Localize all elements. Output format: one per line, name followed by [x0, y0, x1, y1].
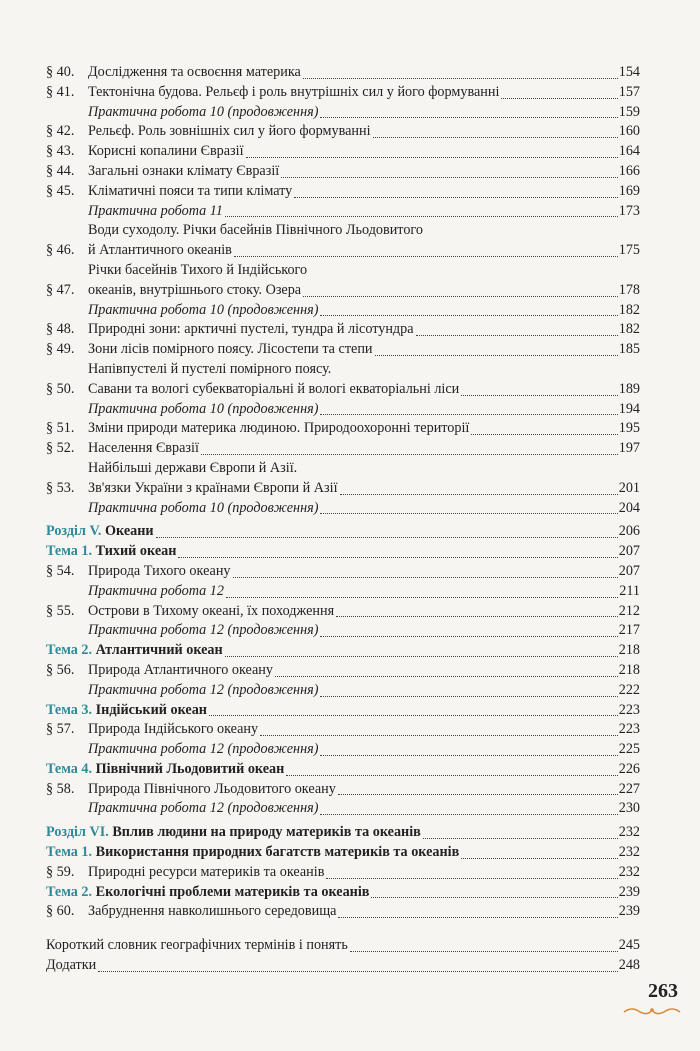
page-ref: 207	[618, 543, 640, 560]
toc-entry	[46, 320, 640, 340]
dot-leader	[320, 814, 617, 815]
page-ref: 223	[618, 701, 640, 718]
entry-title-line1: Річки басейнів Тихого й Індійського	[88, 261, 308, 278]
entry-title: Природа Атлантичного океану	[88, 661, 273, 678]
dot-leader	[294, 197, 617, 198]
dot-leader	[320, 414, 617, 415]
paragraph-number: § 60.	[46, 903, 75, 920]
dot-leader	[225, 656, 618, 657]
page-ref: 245	[618, 937, 640, 954]
toc-entry	[46, 63, 640, 83]
paragraph-number: § 43.	[46, 143, 75, 160]
toc-entry	[46, 221, 640, 261]
page-ref: 185	[618, 341, 640, 358]
toc-entry	[46, 301, 640, 321]
entry-title: Кліматичні пояси та типи клімату	[88, 182, 293, 199]
toc-entry	[46, 439, 640, 459]
section-label: Тема 2.	[46, 642, 93, 659]
dot-leader	[209, 715, 618, 716]
page-ref: 226	[618, 760, 640, 777]
toc-entry	[46, 419, 640, 439]
dot-leader	[338, 794, 618, 795]
paragraph-number: § 42.	[46, 123, 75, 140]
paragraph-number: § 50.	[46, 380, 75, 397]
page-ref: 239	[618, 903, 640, 920]
dot-leader	[320, 755, 617, 756]
dot-leader	[340, 494, 618, 495]
section-label: Розділ VI.	[46, 824, 109, 841]
paragraph-number: § 44.	[46, 162, 75, 179]
paragraph-number: § 57.	[46, 721, 75, 738]
toc-entry	[46, 522, 640, 542]
entry-title: Загальні ознаки клімату Євразії	[88, 162, 280, 179]
entry-title-line1: Напівпустелі й пустелі помірного поясу.	[88, 360, 332, 377]
entry-title: Екологічні проблеми материків та океанів	[95, 883, 370, 900]
entry-title: Індійський океан	[95, 701, 207, 718]
page-ref: 232	[618, 844, 640, 861]
ornament-decoration	[622, 1004, 682, 1016]
entry-title: Природа Тихого океану	[88, 562, 231, 579]
dot-leader	[371, 897, 617, 898]
dot-leader	[275, 676, 618, 677]
dot-leader	[233, 577, 618, 578]
page-ref: 157	[618, 83, 640, 100]
toc-entry	[46, 400, 640, 420]
practical-work-title: Практична робота 12 (продовження)	[88, 622, 319, 639]
entry-title: Північний Льодовитий океан	[95, 760, 285, 777]
toc-entry	[46, 641, 640, 661]
dot-leader	[225, 216, 618, 217]
toc-entry	[46, 681, 640, 701]
paragraph-number: § 59.	[46, 863, 75, 880]
toc-entry	[46, 162, 640, 182]
toc-entry	[46, 83, 640, 103]
page-ref: 159	[618, 103, 640, 120]
practical-work-title: Практична робота 12 (продовження)	[88, 741, 319, 758]
toc-entry	[46, 740, 640, 760]
practical-work-title: Практична робота 10 (продовження)	[88, 301, 319, 318]
dot-leader	[320, 117, 617, 118]
dot-leader	[471, 434, 617, 435]
toc-entry	[46, 936, 640, 956]
page-ref: 206	[618, 523, 640, 540]
page-ref: 195	[618, 420, 640, 437]
entry-title-line1: Найбільші держави Європи й Азії.	[88, 459, 298, 476]
entry-title: Зміни природи материка людиною. Природоохоронні території	[88, 420, 470, 437]
toc-entry	[46, 182, 640, 202]
toc-entry	[46, 701, 640, 721]
page-ref: 154	[618, 64, 640, 80]
page-ref: 178	[618, 281, 640, 298]
paragraph-number: § 55.	[46, 602, 75, 619]
toc-entry	[46, 863, 640, 883]
entry-title: Природні ресурси материків та океанів	[88, 863, 325, 880]
section-label: Тема 1.	[46, 844, 93, 861]
dot-leader	[178, 557, 617, 558]
page-ref: 166	[618, 162, 640, 179]
entry-title: Острови в Тихому океані, їх походження	[88, 602, 335, 619]
entry-title: Короткий словник географічних термінів і понять	[46, 937, 348, 954]
section-label: Тема 3.	[46, 701, 93, 718]
entry-title: Забруднення навколишнього середовища	[88, 903, 337, 920]
section-label: Розділ V.	[46, 523, 102, 540]
page-ref: 189	[618, 380, 640, 397]
practical-work-title: Практична робота 10 (продовження)	[88, 103, 319, 120]
dot-leader	[234, 256, 618, 257]
toc-entry	[46, 142, 640, 162]
dot-leader	[338, 917, 617, 918]
entry-title: Населення Євразії	[88, 440, 199, 457]
practical-work-title: Практична робота 12	[88, 582, 224, 599]
page-ref: 169	[618, 182, 640, 199]
page-ref: 232	[618, 824, 640, 841]
toc-entry	[46, 621, 640, 641]
page-ref: 211	[619, 582, 640, 599]
page-ref: 182	[618, 321, 640, 338]
toc-entry	[46, 902, 640, 922]
entry-title-line2: Зв'язки України з країнами Європи й Азії	[88, 479, 338, 496]
paragraph-number: § 56.	[46, 661, 75, 678]
dot-leader	[320, 513, 617, 514]
page-ref: 218	[618, 661, 640, 678]
dot-leader	[281, 177, 617, 178]
dot-leader	[260, 735, 618, 736]
section-label: Тема 1.	[46, 543, 93, 560]
page-ref: 164	[618, 143, 640, 160]
paragraph-number: § 51.	[46, 420, 75, 437]
entry-title: Додатки	[46, 957, 97, 974]
page-ref: 160	[618, 123, 640, 140]
toc-entry	[46, 122, 640, 142]
toc-entry	[46, 360, 640, 400]
page-ref: 175	[618, 242, 640, 259]
toc-entry	[46, 542, 640, 562]
toc-entry	[46, 883, 640, 903]
toc-entry	[46, 780, 640, 800]
paragraph-number: § 49.	[46, 341, 75, 358]
toc-entry	[46, 661, 640, 681]
practical-work-title: Практична робота 10 (продовження)	[88, 499, 319, 516]
toc-entry	[46, 459, 640, 499]
page-ref: 225	[618, 741, 640, 758]
dot-leader	[501, 98, 617, 99]
dot-leader	[303, 78, 618, 79]
entry-title: Вплив людини на природу материків та океанів	[112, 824, 421, 841]
dot-leader	[461, 395, 617, 396]
toc-entry	[46, 103, 640, 123]
toc-entry	[46, 602, 640, 622]
paragraph-number: § 46.	[46, 242, 75, 259]
entry-title: Рельєф. Роль зовнішніх сил у його формуванні	[88, 123, 371, 140]
toc-entry	[46, 823, 640, 843]
dot-leader	[98, 971, 618, 972]
practical-work-title: Практична робота 11	[88, 202, 223, 219]
section-label: Тема 4.	[46, 760, 93, 777]
paragraph-number: § 58.	[46, 780, 75, 797]
page-ref: 182	[618, 301, 640, 318]
dot-leader	[303, 296, 618, 297]
page-ref: 222	[618, 681, 640, 698]
toc-entry	[46, 202, 640, 222]
entry-title: Тектонічна будова. Рельєф і роль внутрішніх сил у його формуванні	[88, 83, 500, 100]
entry-title: Корисні копалини Євразії	[88, 143, 244, 160]
paragraph-number: § 52.	[46, 440, 75, 457]
entry-title: Океани	[105, 523, 154, 540]
dot-leader	[423, 838, 618, 839]
dot-leader	[461, 858, 617, 859]
toc-entry	[46, 340, 640, 360]
practical-work-title: Практична робота 12 (продовження)	[88, 800, 319, 817]
entry-title: Природа Індійського океану	[88, 721, 259, 738]
entry-title: Зони лісів помірного поясу. Лісостепи та степи	[88, 341, 373, 358]
entry-title: Природа Північного Льодовитого океану	[88, 780, 336, 797]
page-ref: 223	[618, 721, 640, 738]
entry-title-line1: Води суходолу. Річки басейнів Північного Льодовитого	[88, 222, 423, 239]
toc-entry	[46, 499, 640, 519]
practical-work-title: Практична робота 12 (продовження)	[88, 681, 319, 698]
paragraph-number: § 53.	[46, 479, 75, 496]
toc-entry	[46, 843, 640, 863]
entry-title: Атлантичний океан	[95, 642, 223, 659]
dot-leader	[375, 355, 618, 356]
toc-entry	[46, 261, 640, 301]
toc-entry	[46, 799, 640, 819]
page-ref: 248	[618, 957, 640, 974]
page-ref: 201	[618, 479, 640, 496]
page-ref: 194	[618, 400, 640, 417]
page-ref: 218	[618, 642, 640, 659]
practical-work-title: Практична робота 10 (продовження)	[88, 400, 319, 417]
page-ref: 232	[618, 863, 640, 880]
page-ref: 197	[618, 440, 640, 457]
entry-title-line2: й Атлантичного океанів	[88, 242, 232, 259]
dot-leader	[326, 878, 617, 879]
entry-title-line2: океанів, внутрішнього стоку. Озера	[88, 281, 302, 298]
table-of-contents	[46, 63, 640, 976]
page-ref: 239	[618, 883, 640, 900]
entry-title-line2: Савани та вологі субекваторіальні й вологі екваторіальні ліси	[88, 380, 460, 397]
dot-leader	[320, 315, 617, 316]
entry-title: Тихий океан	[95, 543, 177, 560]
toc-entry	[46, 956, 640, 976]
page-ref: 217	[618, 622, 640, 639]
dot-leader	[416, 335, 618, 336]
dot-leader	[373, 137, 618, 138]
dot-leader	[336, 616, 618, 617]
page-ref: 173	[618, 202, 640, 219]
page-ref: 227	[618, 780, 640, 797]
toc-entry	[46, 582, 640, 602]
page-ref: 207	[618, 562, 640, 579]
dot-leader	[246, 157, 618, 158]
entry-title: Використання природних багатств материків та океанів	[95, 844, 460, 861]
dot-leader	[350, 951, 618, 952]
paragraph-number: § 40.	[46, 64, 75, 80]
dot-leader	[201, 454, 618, 455]
toc-entry	[46, 720, 640, 740]
entry-title: Природні зони: арктичні пустелі, тундра й лісотундра	[88, 321, 414, 338]
paragraph-number: § 45.	[46, 182, 75, 199]
toc-entry	[46, 562, 640, 582]
dot-leader	[320, 636, 617, 637]
section-label: Тема 2.	[46, 883, 93, 900]
page-ref: 204	[618, 499, 640, 516]
page-ref: 212	[618, 602, 640, 619]
toc-entry	[46, 760, 640, 780]
dot-leader	[286, 775, 617, 776]
paragraph-number: § 54.	[46, 562, 75, 579]
paragraph-number: § 47.	[46, 281, 75, 298]
dot-leader	[156, 537, 618, 538]
dot-leader	[226, 597, 618, 598]
page-ref: 230	[618, 800, 640, 817]
page-number: 263	[648, 980, 678, 1002]
paragraph-number: § 41.	[46, 83, 75, 100]
paragraph-number: § 48.	[46, 321, 75, 338]
dot-leader	[320, 696, 617, 697]
entry-title: Дослідження та освоєння материка	[88, 64, 301, 80]
